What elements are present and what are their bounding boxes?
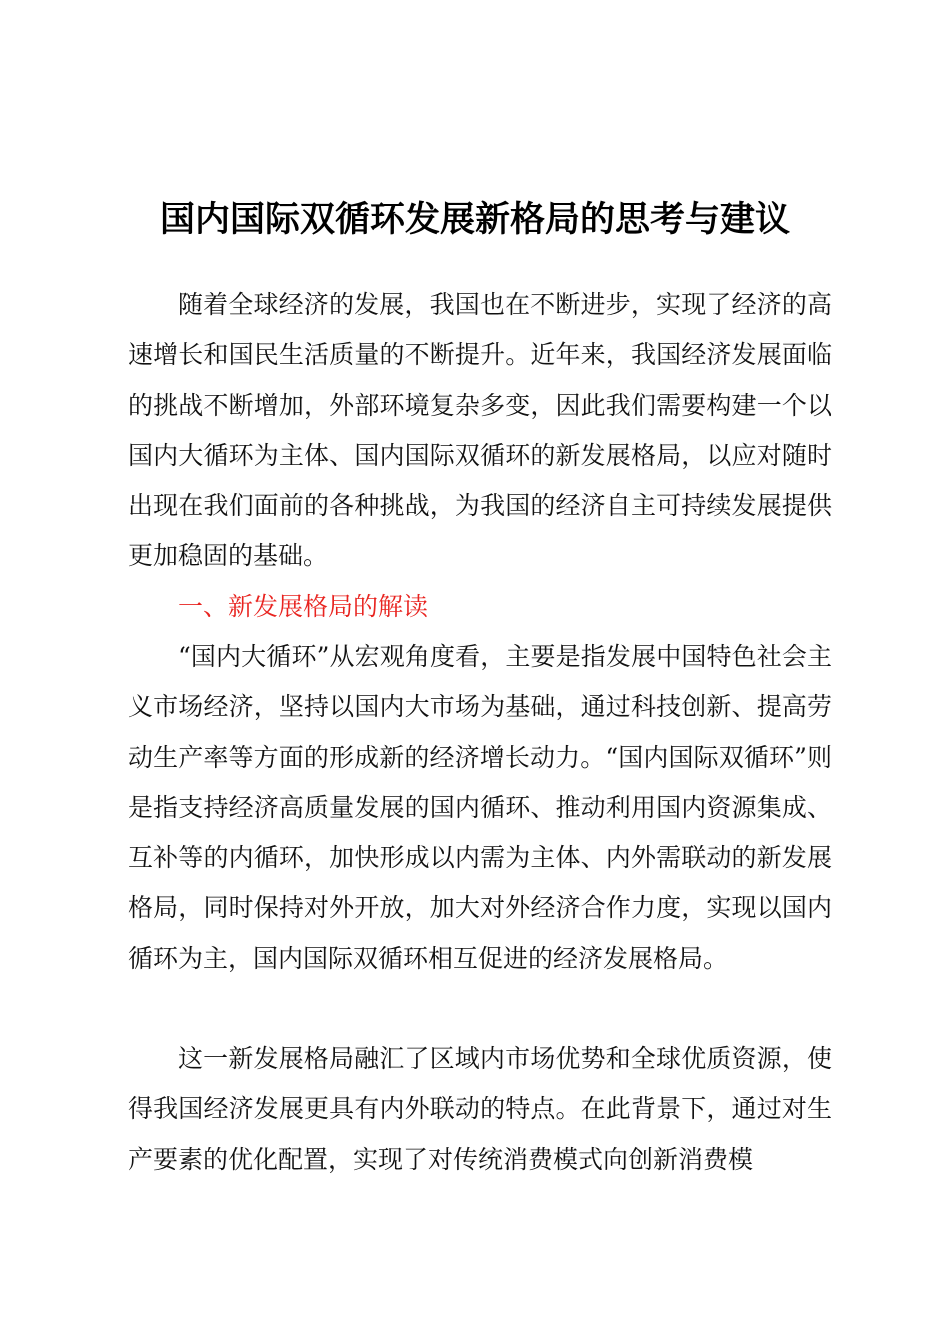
intro-paragraph: 随着全球经济的发展，我国也在不断进步，实现了经济的高速增长和国民生活质量的不断提升。近年来，我国经济发展面临的挑战不断增加，外部环境复杂多变，因此我们需要构建一个以国内大循环为主体、国内国际双循环的新发展格局，以应对随时出现在我们面前的各种挑战，为我国的经济自主可持续发展提供更加稳固的基础。 — [128, 290, 832, 571]
section-paragraph-1: “国内大循环”从宏观角度看，主要是指发展中国特色社会主义市场经济，坚持以国内大市场为基础，通过科技创新、提高劳动生产率等方面的形成新的经济增长动力。“国内国际双循环”则是指支持经济高质量发展的国内循环、推动利用国内资源集成、互补等的内循环，加快形成以内需为主体、内外需联动的新发展格局，同时保持对外开放，加大对外经济合作力度，实现以国内循环为主，国内国际双循环相互促进的经济发展格局。 — [128, 642, 832, 973]
section-heading: 一、新发展格局的解读 — [178, 592, 429, 621]
section-paragraph-2: 这一新发展格局融汇了区域内市场优势和全球优质资源，使得我国经济发展更具有内外联动的特点。在此背景下，通过对生产要素的优化配置，实现了对传统消费模式向创新消费模 — [128, 1044, 832, 1174]
document-title: 国内国际双循环发展新格局的思考与建议 — [159, 199, 790, 240]
